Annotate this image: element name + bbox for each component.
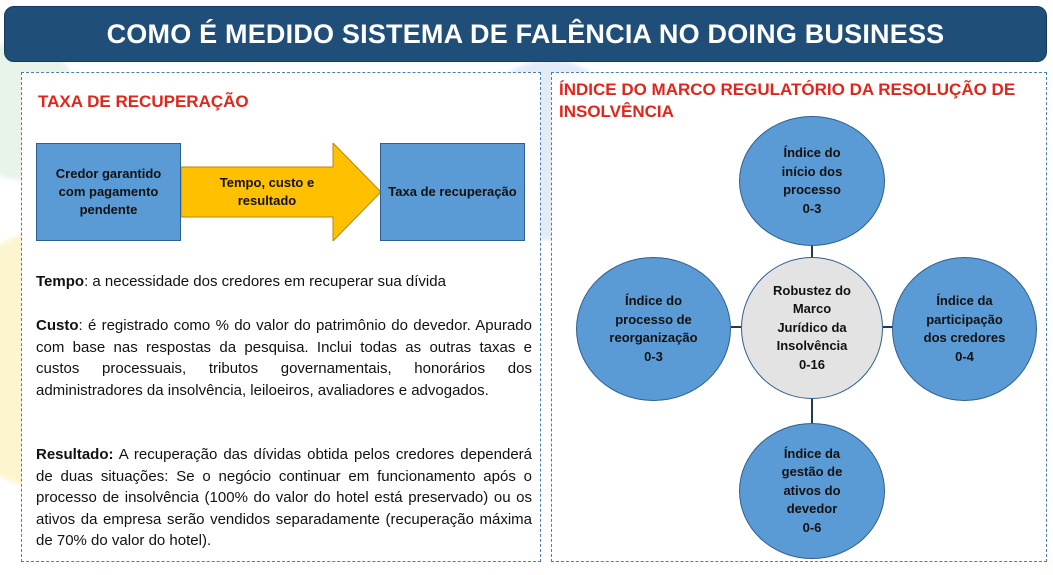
regulatory-index-panel [551, 72, 1047, 562]
center-line3: Jurídico da [777, 319, 847, 335]
process-start-index-node [739, 116, 885, 246]
process-start-line3: processo [783, 182, 841, 197]
connector-bottom [811, 399, 813, 423]
resultado-paragraph [36, 444, 532, 552]
center-line4: Insolvência [776, 338, 848, 354]
recovery-rate-heading: TAXA DE RECUPERAÇÃO [38, 92, 249, 111]
asset-line3: ativos do [783, 482, 841, 498]
asset-line2: gestão de [781, 464, 843, 480]
process-start-range: 0-3 [802, 200, 822, 216]
resultado-text: A recuperação das dívidas obtida pelos credores dependerá de duas situações: Se o negócio continuar em funcionamento após o processo de insolvência (100% do valor do hotel está preservado) ou os ativos da empresa serão vendidos separadamente (recuperação máxima de 70% do valor do hotel). [36, 446, 532, 549]
creditor-line3: dos credores [923, 330, 1006, 345]
reorganization-line2: processo de [615, 311, 692, 327]
recovery-rate-box: Taxa de recuperação [380, 143, 525, 241]
creditor-line1: Índice da [936, 293, 993, 308]
tempo-text: : a necessidade dos credores em recuperar sua dívida [84, 273, 446, 290]
recovery-rate-panel [21, 72, 541, 562]
center-line1: Robustez do [773, 282, 851, 298]
center-range: 0-16 [798, 356, 826, 372]
reorganization-range: 0-3 [644, 348, 663, 364]
creditor-range: 0-4 [955, 348, 974, 364]
resultado-term: Resultado: [36, 446, 114, 463]
tempo-paragraph [36, 271, 532, 293]
asset-management-index-node [739, 423, 885, 559]
process-start-line1: Índice do [783, 145, 841, 160]
asset-range: 0-6 [802, 519, 822, 535]
reorganization-line1: Índice do [624, 293, 683, 308]
secured-creditor-box: Credor garantido com pagamento pendente [36, 143, 181, 241]
connector-left [731, 326, 741, 328]
creditor-line2: participação [926, 311, 1003, 327]
reorganization-index-node [576, 257, 731, 401]
tempo-term: Tempo [36, 273, 85, 290]
legal-framework-strength-node [741, 257, 883, 399]
arrow-label: Tempo, custo e resultado [219, 175, 315, 208]
custo-paragraph [36, 315, 532, 401]
asset-line1: Índice da [783, 445, 841, 461]
center-line2: Marco [792, 301, 832, 317]
reorganization-line3: reorganização [609, 330, 698, 345]
regulatory-index-heading: ÍNDICE DO MARCO REGULATÓRIO DA RESOLUÇÃO DE INSOLVÊNCIA [559, 80, 1016, 121]
creditor-participation-index-node [892, 257, 1037, 401]
asset-line4: devedor [786, 501, 838, 517]
custo-text: : é registrado como % do valor do patrimônio do devedor. Apurado com base nas respostas da pesquisa. Inclui todas as outras taxas e custos processuais, tributos governamentais, honorários dos administradores da insolvência, leiloeiros, avaliadores e advogados. [36, 317, 532, 399]
page-title: COMO É MEDIDO SISTEMA DE FALÊNCIA NO DOING BUSINESS [4, 6, 1047, 62]
custo-term: Custo [36, 317, 79, 334]
process-start-line2: início dos [781, 163, 843, 179]
